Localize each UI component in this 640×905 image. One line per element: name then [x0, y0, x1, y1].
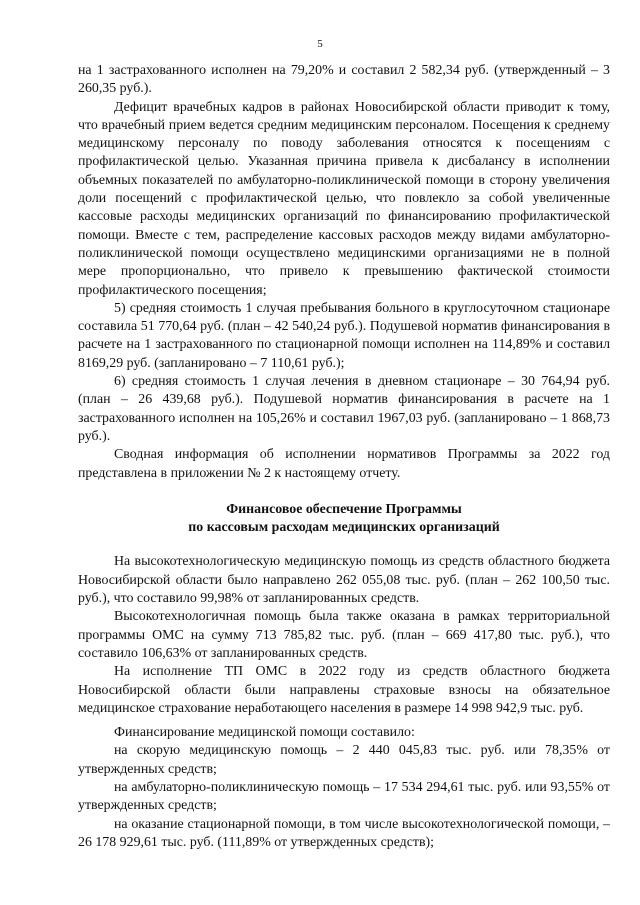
paragraph-item-5: 5) средняя стоимость 1 случая пребывания больного в круглосуточном стационаре составила 51 770,64 руб. (план – 42 540,24 руб.). Подушевой норматив финансирования в расчете на 1 застрахованного по стационарной помощи исполнен на 114,89% и составил 8169,29 руб. (запланировано – 7 110,61 руб.);: [78, 300, 610, 371]
paragraph-staff-deficit: Дефицит врачебных кадров в районах Новосибирской области приводит к тому, что врачебный прием ведется средним медицинским персоналом. Посещения к среднему медицинскому персоналу по поводу заболевания относятся к посещениям с профилактической целью. Указанная причина привела к дисбалансу в исполнении объемных показателей по амбулаторно-поликлинической помощи в сторону увеличения доли посещений с профилактической целью, что повлекло за собой увеличенные кассовые расходы медицинских организаций по финансированию профилактической помощи. Вместе с тем, распределение кассовых расходов между видами амбулаторно-поликлинической помощи осуществлено медицинскими организациями не в полной мере пропорционально, что привело к превышению фактической стоимости профилактического посещения;: [78, 99, 610, 298]
paragraph-item-6: 6) средняя стоимость 1 случая лечения в дневном стационаре – 30 764,94 руб. (план – 26 439,68 руб.). Подушевой норматив финансирования в расчете на 1 застрахованного исполнен на 105,26% и составил 1967,03 руб. (запланировано – 1 868,73 руб.).: [78, 374, 610, 444]
paragraph-inpatient: на оказание стационарной помощи, в том числе высокотехнологической помощи, – 26 178 929,61 тыс. руб. (111,89% от утвержденных средств);: [78, 816, 610, 850]
paragraph-financing-intro: Финансирование медицинской помощи составило:: [114, 725, 415, 741]
paragraph-outpatient: на амбулаторно-поликлиническую помощь – 17 534 294,61 тыс. руб. или 93,55% от утвержденных средств;: [78, 779, 610, 814]
paragraph-high-tech-oms: Высокотехнологичная помощь была также оказана в рамках территориальной программы ОМС на сумму 713 785,82 тыс. руб. (план – 669 417,80 тыс. руб.), что составило 106,63% от запланированных средств.: [78, 609, 610, 661]
paragraph-summary: Сводная информация об исполнении нормативов Программы за 2022 год представлена в приложении № 2 к настоящему отчету.: [78, 447, 610, 481]
paragraph-high-tech-budget: На высокотехнологическую медицинскую помощь из средств областного бюджета Новосибирской области было направлено 262 055,08 тыс. руб. (план – 262 100,50 тыс. руб.), что составило 99,98% от запланированных средств.: [78, 554, 610, 607]
page-content: [78, 62, 610, 852]
paragraph-insurance-contributions: На исполнение ТП ОМС в 2022 году из средств областного бюджета Новосибирской области были направлены страховые взносы на обязательное медицинское страхование неработающего населения в размере 14 998 942,9 тыс. руб.: [78, 664, 610, 716]
page-number: 5: [317, 38, 323, 50]
paragraph-continuation: на 1 застрахованного исполнен на 79,20% и составил 2 582,34 руб. (утвержденный – 3 260,35 руб.).: [78, 63, 610, 97]
section-heading-line2: по кассовым расходам медицинских организаций: [188, 520, 500, 536]
paragraph-ambulance: на скорую медицинскую помощь – 2 440 045,83 тыс. руб. или 78,35% от утвержденных средств;: [78, 743, 610, 777]
section-heading-line1: Финансовое обеспечение Программы: [226, 501, 462, 517]
section-heading: [78, 501, 610, 538]
